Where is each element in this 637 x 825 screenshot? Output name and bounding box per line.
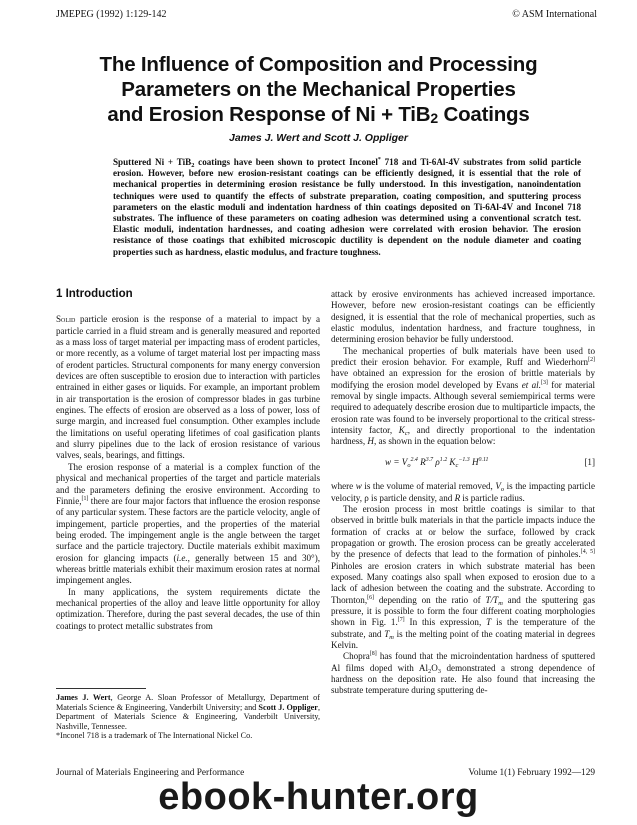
author-affiliations: James J. Wert, George A. Sloan Professor of Metallurgy, Department of Materials Science & Engineering, Vanderbilt University; and Scott J. Oppliger, Department of Materials Science & Engineering, Vanderbilt University, Nashville, Tennessee. xyxy=(56,693,320,731)
citation-link[interactable]: [3] xyxy=(540,379,548,386)
watermark: ebook-hunter.org xyxy=(158,776,479,818)
citation-link[interactable]: [8] xyxy=(369,651,377,658)
footer-journal: Journal of Materials Engineering and Performance xyxy=(56,768,245,778)
trademark-note: *Inconel 718 is a trademark of The International Nickel Co. xyxy=(56,731,253,741)
intro-paragraph-5: The mechanical properties of bulk materials have been used to predict their erosion behavior. For example, Ruff and Wiederhorn[2] have obtained an expression for the erosion of brittle materials by modifying the erosion model developed by Evans et al.[3] for material removal by single impacts. Although several semiempirical terms were required to adequately describe erosion due to multiparticle impacts, the erosion rate was found to be inversely proportional to the critical stress-intensity factor, $K_c$, and directly proportional to the indentation hardness, H, as shown in the equation below: xyxy=(331,345,595,447)
equation-number: [1] xyxy=(584,456,595,467)
intro-paragraph-4: attack by erosive environments has achieved increased importance. However, before new erosion-resistant coatings can be efficiently designed, it is essential that the role of mechanical properties, such as elastic modulus, indentation hardness, and fracture toughness, in determining erosion behavior be fully understood. xyxy=(331,289,595,345)
intro-paragraph-1: Solid particle erosion is the response of a material to impact by a particle carried in a fluid stream and is generally measured and reported as a mass loss of target material per impacting mass of erodent particles, or more recently, as a volume of target material lost per impacting mass of erodent particles. Structural components for many energy conversion devices are often susceptible to erosion due to interaction with particles entrained in either gases or liquids. For example, an important problem in air transportation is the erosion of compressor blades in gas turbine engines. The effects of erosion are observed as a loss of power, loss of surge margin, and increased fuel consumption. Other examples include the limitations on useful operating lifetimes of coal gasification plants and slurry pipelines due to the lack of erosion resistance of various valves, seals, bearings, and fittings. xyxy=(56,314,320,461)
footer-volume-page: Volume 1(1) February 1992—129 xyxy=(468,768,595,778)
publisher-copyright: © ASM International xyxy=(512,9,597,20)
intro-paragraph-3: In many applications, the system requirements dictate the mechanical properties of the alloy and leave little opportunity for alloy optimization. Therefore, during the past several decades, the use of thin coatings to protect metallic substrates from xyxy=(56,586,320,631)
equation-body: $w = V_o^{2.4}$ $R^{3.7}$ $\rho^{1.2}$ $K_c^{-1.3}$ $H^{0.11}$ xyxy=(385,456,489,469)
abstract: Sputtered Ni + TiB$_2$ coatings have been shown to protect Inconel* 718 and Ti-6Al-4V substrates from solid particle erosion. However, before new erosion-resistant coatings can be efficiently designed, it is essential that the role of mechanical properties in determining erosion resistance be fully understood. In this investigation, nanoindentation techniques were used to quantify the effects of substrate preparation, coating composition, and sputtering process parameters on the elastic moduli and indentation hardness of thin coatings deposited on Ti-6Al-4V and Inconel 718 substrates. The influence of these parameters on coating adhesion was determined using a conventional scratch test. Elastic moduli, indentation hardnesses, and coating adhesion were correlated with erosion behavior. The erosion resistance of those coatings that exhibited microscopic ductility is dependent on the nodule diameter and coating properties such as hardness, elastic modulus, and fracture toughness. xyxy=(113,157,581,257)
title-line-3: and Erosion Response of Ni + TiB$_2$ Coatings xyxy=(107,103,530,126)
citation-link[interactable]: [1] xyxy=(81,495,89,502)
paper-title xyxy=(40,52,597,127)
left-column xyxy=(56,289,320,632)
citation-link[interactable]: [7] xyxy=(397,617,405,624)
journal-reference: JMEPEG (1992) 1:129-142 xyxy=(56,9,167,20)
author-line: James J. Wert and Scott J. Oppliger xyxy=(229,132,408,144)
citation-link[interactable]: [4, 5] xyxy=(580,549,595,556)
intro-paragraph-6: The erosion process in most brittle coatings is similar to that observed in brittle bulk materials in that the particle impacts induce the formation of cracks at or below the surface, followed by crack propagation or growth. The erosion process can be greatly accelerated by the presence of defects that lead to the formation of pinholes.[4, 5] Pinholes are erosion craters in which substrate material has been exposed. Many coatings also spall when exposed to erosion due to a lack of adhesion between the coating and the substrate. According to Thornton,[6] depending on the ratio of $T/T_m$ and the sputtering gas pressure, it is possible to form the four different coating morphologies shown in Fig. 1.[7] In this expression, T is the temperature of the substrate, and $T_m$ is the melting point of the coating material in degrees Kelvin. xyxy=(331,503,595,650)
citation-link[interactable]: [6] xyxy=(367,594,375,601)
right-column xyxy=(331,289,595,697)
footnotes xyxy=(56,693,320,741)
intro-paragraph-2: The erosion response of a material is a complex function of the physical and mechanical properties of the target and particle materials and the parameters defining the erosive environment. According to Finnie,[1] there are four major factors that influence the erosion response of any particular system. These factors are the particle velocity, angle of impingement, particle properties, and the properties of the material being eroded. The impingement angle is the angle between the target surface and the particle trajectory. Ductile materials exhibit maximum erosion for glancing impacts (i.e., generally between 15 and 30°), whereas brittle materials exhibit their maximum erosion rates at normal impingement angles. xyxy=(56,461,320,586)
section-heading: 1 Introduction xyxy=(56,288,133,300)
equation-description: where w is the volume of material removed, $V_o$ is the impacting particle velocity, ρ is particle density, and R is particle radius. xyxy=(331,481,595,503)
intro-paragraph-7: Chopra[8] has found that the microindentation hardness of sputtered Al films doped with $Al_2O_3$ demonstrated a strong dependence of hardness on the deposition rate. He also found that increasing the substrate temperature during sputtering de- xyxy=(331,651,595,696)
footnote-divider xyxy=(56,688,146,689)
equation-1 xyxy=(331,457,595,468)
title-line-1: The Influence of Composition and Processing xyxy=(99,53,538,76)
title-line-2: Parameters on the Mechanical Properties xyxy=(121,78,516,101)
citation-link[interactable]: [2] xyxy=(588,357,595,364)
